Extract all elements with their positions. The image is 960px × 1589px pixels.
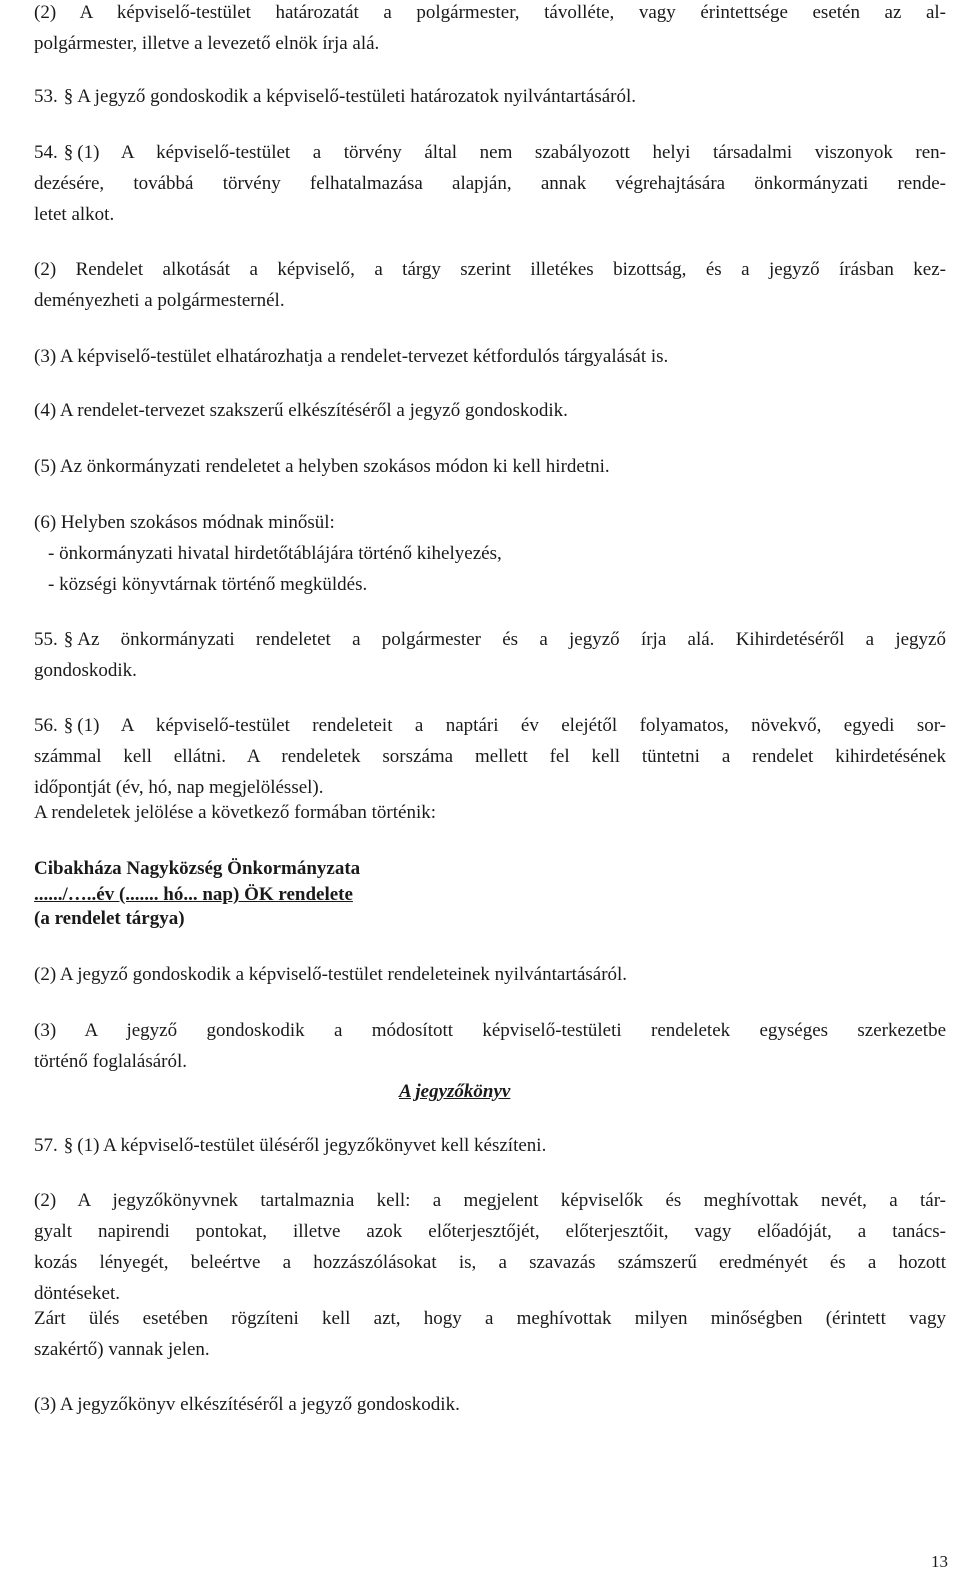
text-line: (5) Az önkormányzati rendeletet a helyben szokásos módon ki kell hirdetni. xyxy=(34,456,610,477)
section-symbol: § xyxy=(63,142,74,163)
text-line: gondoskodik. xyxy=(34,660,137,681)
section-53 xyxy=(34,86,636,108)
section-number: 56. xyxy=(34,715,58,736)
section-text: (1) A képviselő-testület a törvény által nem szabályozott helyi társadalmi viszonyok ren- xyxy=(77,142,946,163)
section-text: Az önkormányzati rendeletet a polgármester és a jegyző írja alá. Kihirdetéséről a jegyző xyxy=(77,629,946,650)
section-55 xyxy=(34,629,946,651)
text-line: döntéseket. xyxy=(34,1283,121,1304)
section-number: 53. xyxy=(34,86,58,107)
text-line: deményezheti a polgármesternél. xyxy=(34,290,285,311)
text-line: szakértő) vannak jelen. xyxy=(34,1339,210,1360)
text-line: kozás lényegét, beleértve a hozzászólásokat is, a szavazás számszerű eredményét és a hozott xyxy=(34,1252,946,1273)
municipality-name: Cibakháza Nagyközség Önkormányzata xyxy=(34,858,361,879)
text-line: (3) A jegyző gondoskodik a módosított képviselő-testületi rendeletek egységes szerkezetbe xyxy=(34,1020,946,1041)
section-number: 55. xyxy=(34,629,58,650)
text-line: történő foglalásáról. xyxy=(34,1051,188,1072)
text-line: letet alkot. xyxy=(34,204,115,225)
text-line: Zárt ülés esetében rögzíteni kell azt, hogy a meghívottak milyen minőségben (érintett vagy xyxy=(34,1308,946,1329)
section-number: 57. xyxy=(34,1135,58,1156)
text-line: (6) Helyben szokásos módnak minősül: xyxy=(34,512,335,533)
text-line: (3) A képviselő-testület elhatározhatja a rendelet-tervezet kétfordulós tárgyalását is. xyxy=(34,346,669,367)
section-symbol: § xyxy=(63,629,74,650)
section-text: A jegyző gondoskodik a képviselő-testületi határozatok nyilvántartásáról. xyxy=(77,86,637,107)
decree-format: ....../…..év (....... hó... nap) ÖK rendelete xyxy=(34,884,353,905)
text-line: dezésére, továbbá törvény felhatalmazása alapján, annak végrehajtására önkormányzati rende- xyxy=(34,173,946,194)
section-heading: A jegyzőkönyv xyxy=(399,1081,511,1102)
section-57 xyxy=(34,1135,546,1157)
text-line: (2) Rendelet alkotását a képviselő, a tárgy szerint illetékes bizottság, és a jegyző írásban kez- xyxy=(34,259,946,280)
section-number: 54. xyxy=(34,142,58,163)
list-item: - községi könyvtárnak történő megküldés. xyxy=(48,574,368,595)
section-symbol: § xyxy=(63,86,74,107)
text-line: (2) A képviselő-testület határozatát a polgármester, távolléte, vagy érintettsége esetén az al- xyxy=(34,2,946,23)
page-number: 13 xyxy=(931,1552,948,1571)
section-54 xyxy=(34,142,946,164)
text-line: A rendeletek jelölése a következő formában történik: xyxy=(34,802,437,823)
section-text: (1) A képviselő-testület rendeleteit a naptári év elejétől folyamatos, növekvő, egyedi sor- xyxy=(77,715,946,736)
decree-subject: (a rendelet tárgya) xyxy=(34,908,185,929)
text-line: (2) A jegyzőkönyvnek tartalmaznia kell: a megjelent képviselők és meghívottak nevét, a tár- xyxy=(34,1190,946,1211)
section-symbol: § xyxy=(63,715,74,736)
text-line: időpontját (év, hó, nap megjelöléssel). xyxy=(34,777,324,798)
text-line: számmal kell ellátni. A rendeletek sorszáma mellett fel kell tüntetni a rendelet kihirdetésének xyxy=(34,746,946,767)
section-text: (1) A képviselő-testület üléséről jegyzőkönyvet kell készíteni. xyxy=(77,1135,547,1156)
section-symbol: § xyxy=(63,1135,74,1156)
list-item: - önkormányzati hivatal hirdetőtáblájára történő kihelyezés, xyxy=(48,543,502,564)
text-line: (4) A rendelet-tervezet szakszerű elkészítéséről a jegyző gondoskodik. xyxy=(34,400,568,421)
text-line: (2) A jegyző gondoskodik a képviselő-testület rendeleteinek nyilvántartásáról. xyxy=(34,964,628,985)
text-line: polgármester, illetve a levezető elnök írja alá. xyxy=(34,33,380,54)
text-line: (3) A jegyzőkönyv elkészítéséről a jegyző gondoskodik. xyxy=(34,1394,460,1415)
section-56 xyxy=(34,715,946,737)
text-line: gyalt napirendi pontokat, illetve azok előterjesztőjét, előterjesztőit, vagy előadóját, a tanács- xyxy=(34,1221,946,1242)
